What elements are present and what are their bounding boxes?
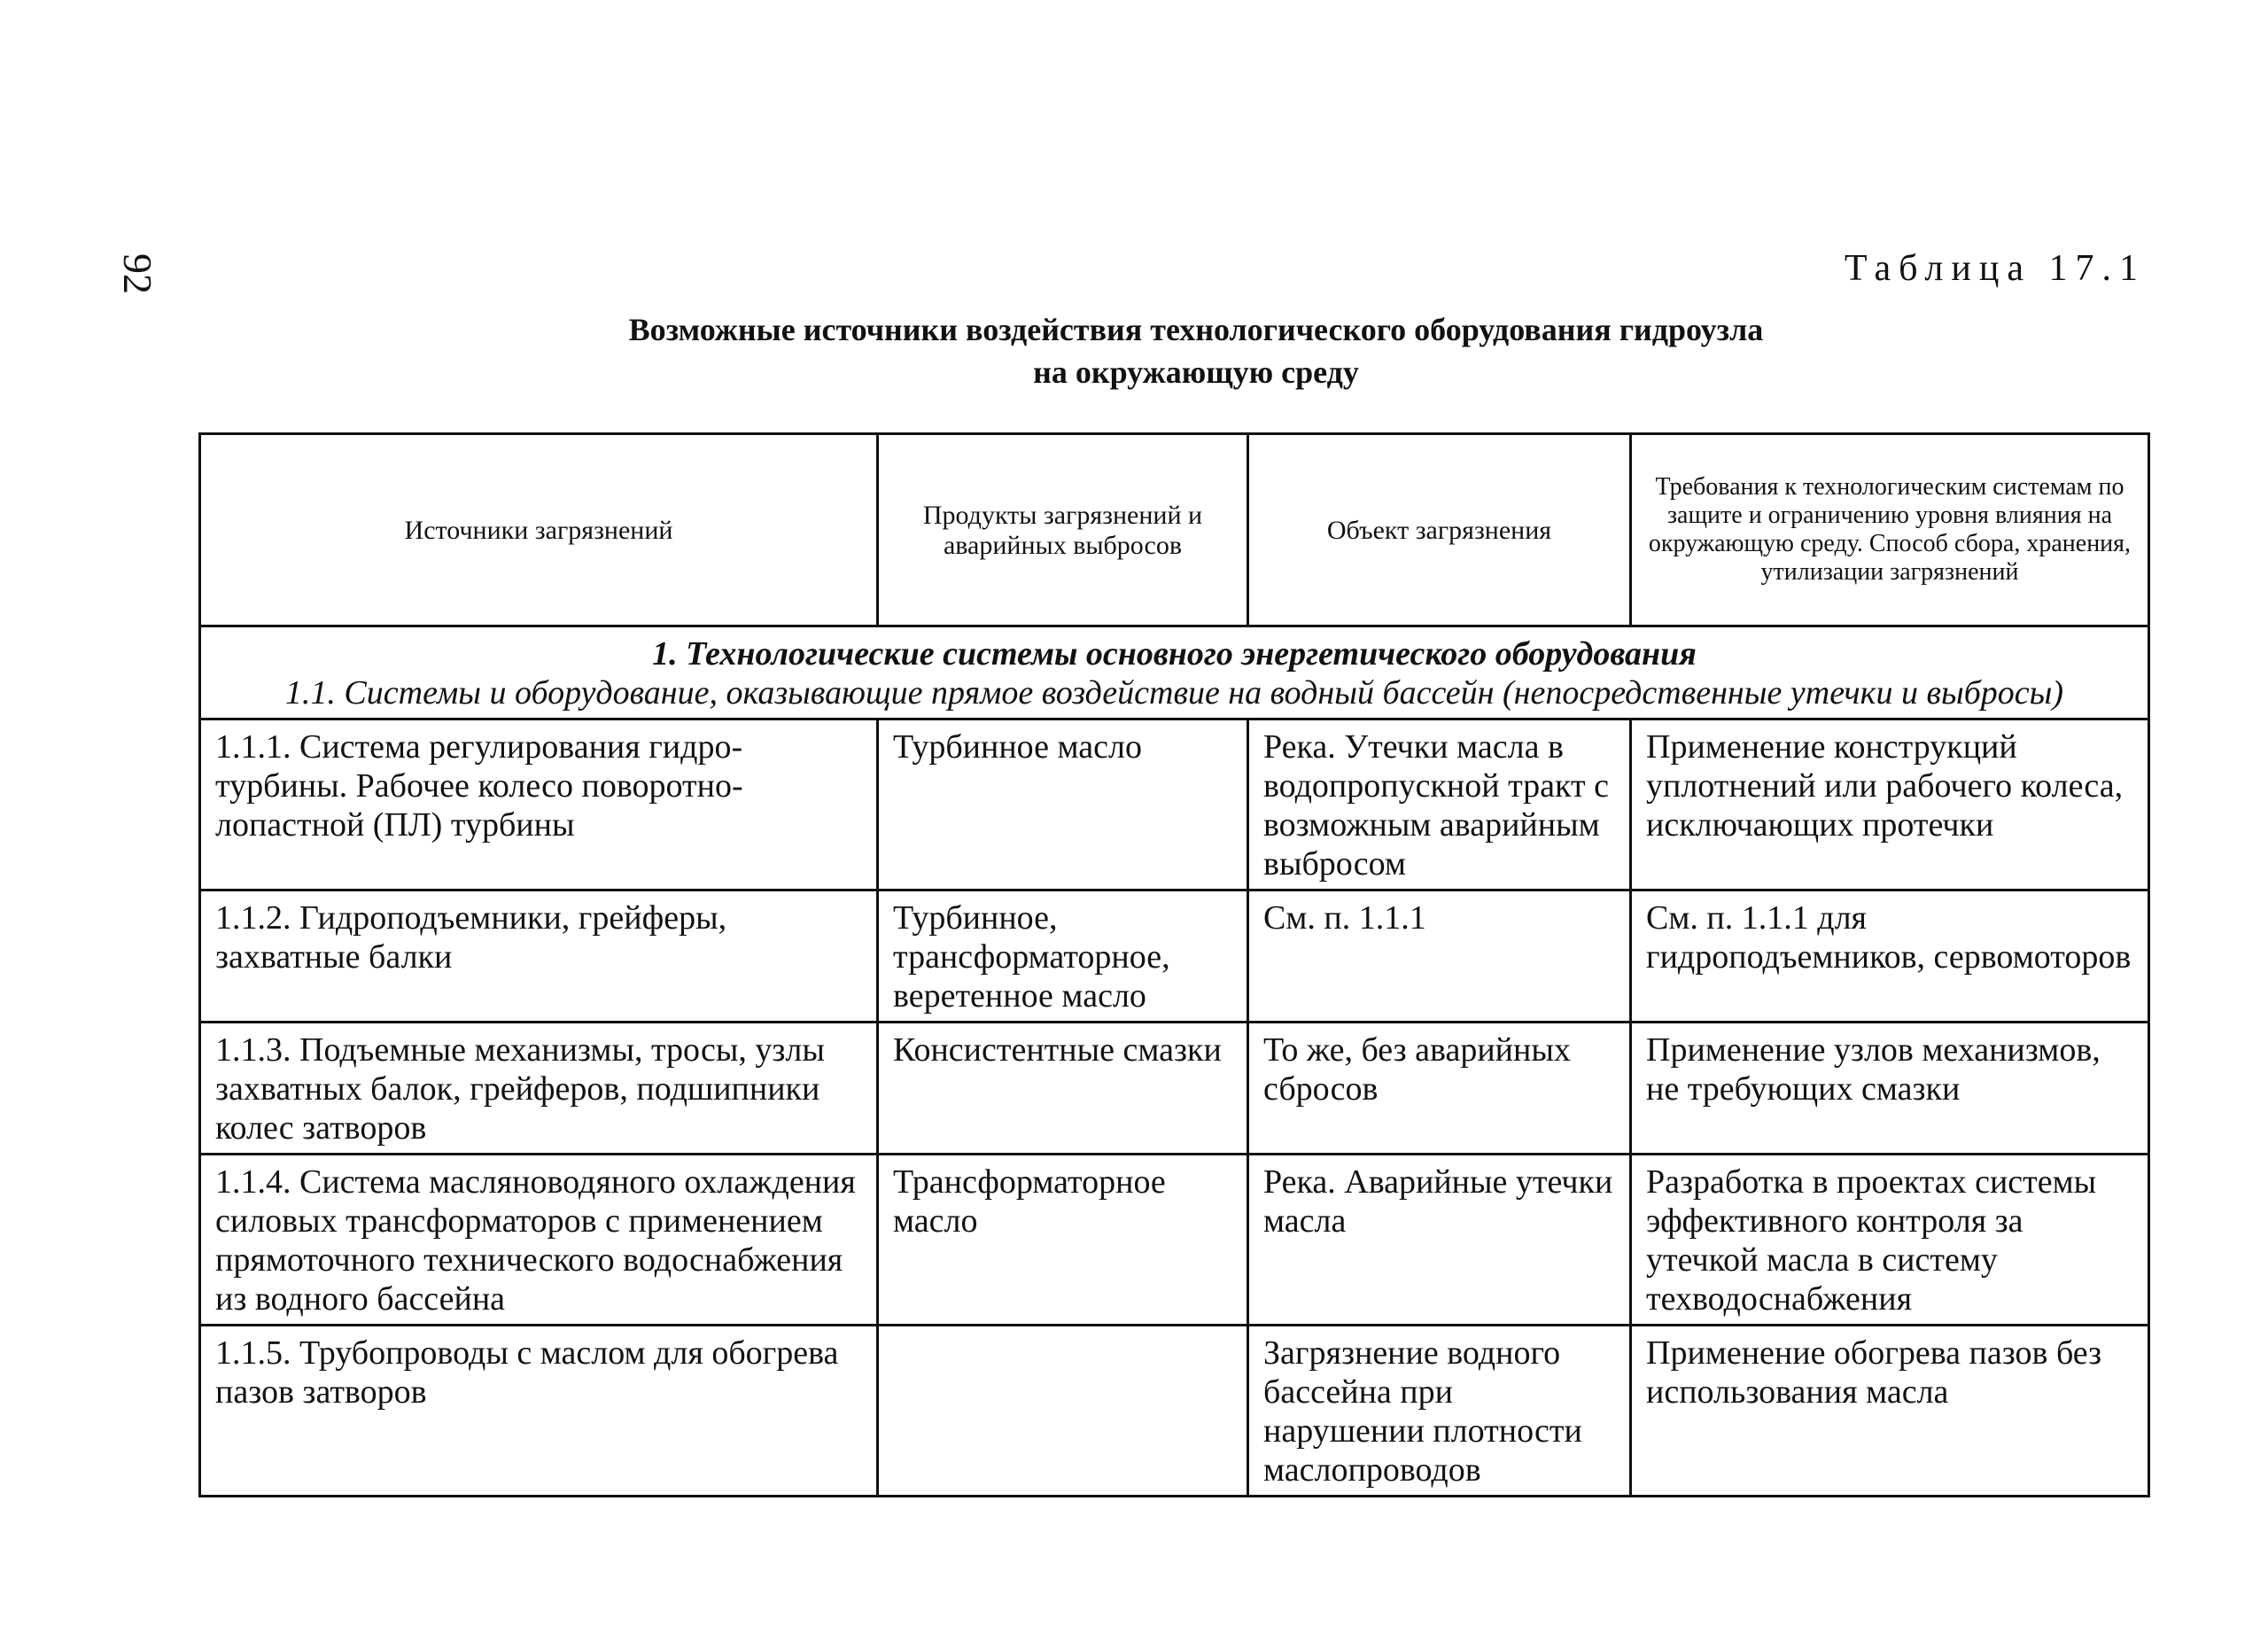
- cell-object: То же, без аварийных сбросов: [1248, 1023, 1631, 1155]
- cell-products: Консистентные смазки: [878, 1023, 1248, 1155]
- section-subtitle: 1.1. Системы и оборудование, оказывающие прямое воздействие на водный бассейн (непосредственные утечки и выбросы): [284, 674, 2064, 712]
- table-row: [200, 1155, 2149, 1326]
- pollution-sources-table: [198, 432, 2150, 1497]
- cell-products: Трансформаторное масло: [878, 1155, 1248, 1326]
- table-header-row: [200, 434, 2149, 626]
- column-header-object: Объект загрязнения: [1248, 434, 1631, 626]
- table-label: Таблица 17.1: [1844, 248, 2146, 289]
- cell-source: 1.1.2. Гидроподъемники, грейферы, захватные балки: [200, 890, 878, 1023]
- cell-source: 1.1.3. Подъемные механизмы, тросы, узлы захватных балок, грейферов, подшипники колес затворов: [200, 1023, 878, 1155]
- cell-source: 1.1.4. Система масляноводяного охлаждения силовых трансформаторов с применением прямоточного технического водоснабжения из водного бассейна: [200, 1155, 878, 1326]
- page-number: 92: [115, 253, 160, 294]
- cell-object: Загрязнение водного бассейна при нарушении плотности маслопроводов: [1248, 1326, 1631, 1497]
- cell-requirements: Применение обогрева пазов без использования масла: [1631, 1326, 2149, 1497]
- cell-products: Турбинное, трансформаторное, веретенное масло: [878, 890, 1248, 1023]
- cell-object: Река. Аварийные утечки масла: [1248, 1155, 1631, 1326]
- table-row: [200, 1023, 2149, 1155]
- title-line-2: на окружающую среду: [1033, 354, 1359, 390]
- cell-requirements: Применение конструкций уплотнений или рабочего колеса, исключающих протечки: [1631, 719, 2149, 890]
- cell-object: Река. Утечки масла в водопропускной тракт с возможным аварийным выбросом: [1248, 719, 1631, 890]
- table-row: [200, 719, 2149, 890]
- table-row: [200, 1326, 2149, 1497]
- cell-source: 1.1.1. Система регулирования гидро- турбины. Рабочее колесо поворотно- лопастной (ПЛ) турбины: [200, 719, 878, 890]
- section-title: 1. Технологические системы основного энергетического оборудования: [652, 635, 1697, 673]
- title-line-1: Возможные источники воздействия технологического оборудования гидроузла: [628, 312, 1764, 347]
- cell-requirements: Применение узлов механизмов, не требующих смазки: [1631, 1023, 2149, 1155]
- column-header-sources: Источники загрязнений: [200, 434, 878, 626]
- cell-products: [878, 1326, 1248, 1497]
- cell-source: 1.1.5. Трубопроводы с маслом для обогрева пазов затворов: [200, 1326, 878, 1497]
- cell-products: Турбинное масло: [878, 719, 1248, 890]
- column-header-requirements: Требования к технологическим системам по защите и ограничению уровня влияния на окружающую среду. Способ сбора, хранения, утилизации загрязнений: [1631, 434, 2149, 626]
- cell-object: См. п. 1.1.1: [1248, 890, 1631, 1023]
- section-heading-row: [200, 626, 2149, 719]
- cell-requirements: См. п. 1.1.1 для гидроподъемников, сервомоторов: [1631, 890, 2149, 1023]
- cell-requirements: Разработка в проектах системы эффективного контроля за утечкой масла в систему техводоснабжения: [1631, 1155, 2149, 1326]
- table-row: [200, 890, 2149, 1023]
- section-heading-cell: [200, 626, 2149, 719]
- column-header-products: Продукты загрязнений и аварийных выбросов: [878, 434, 1248, 626]
- document-title: [487, 308, 1905, 393]
